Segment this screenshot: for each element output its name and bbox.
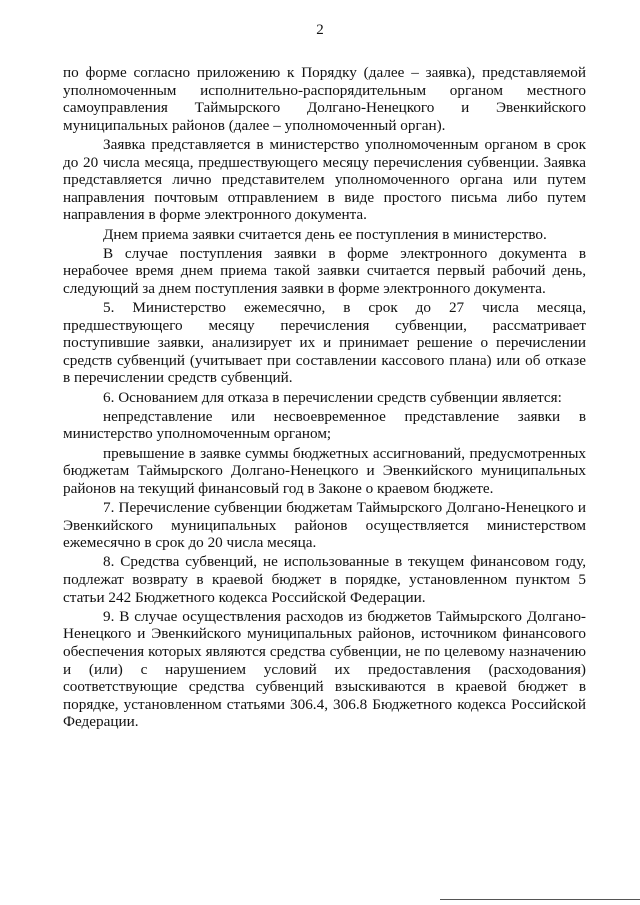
paragraph-item-7: 7. Перечисление субвенции бюджетам Таймырского Долгано-Ненецкого и Эвенкийского муниципальных районов осуществляется министерством ежемесячно в срок до 20 числа месяца.: [63, 499, 586, 552]
paragraph-refusal-reason-2: превышение в заявке суммы бюджетных ассигнований, предусмотренных бюджетам Таймырского Долгано-Ненецкого и Эвенкийского муниципальных районов на текущий финансовый год в Законе о краевом бюджете.: [63, 444, 586, 497]
document-body: [63, 64, 586, 731]
paragraph-refusal-reason-1: непредставление или несвоевременное представление заявки в министерство уполномоченным органом;: [63, 407, 586, 443]
paragraph-item-5: 5. Министерство ежемесячно, в срок до 27 числа месяца, предшествующего месяцу перечисления субвенции, рассматривает поступившие заявки, анализирует их и принимает решение о перечислении средств субвенций (учитывает при составлении кассового плана) или об отказе в перечислении средств субвенций.: [63, 299, 586, 387]
page-number: 2: [316, 22, 324, 38]
paragraph-request-submission: Заявка представляется в министерство уполномоченным органом в срок до 20 числа месяца, предшествующего месяцу перечисления субвенции. Заявка представляется лично представителем уполномоченного органа или путем направления почтовым отправлением в виде простого письма либо путем направления в форме электронного документа.: [63, 135, 586, 224]
footer-rule: [440, 899, 640, 900]
paragraph-request-form: по форме согласно приложению к Порядку (далее – заявка), представляемой уполномоченным исполнительно-распорядительным органом местного самоуправления Таймырского Долгано-Ненецкого и Эвенкийского муниципальных районов (далее – уполномоченный орган).: [63, 64, 586, 134]
paragraph-electronic-request: В случае поступления заявки в форме электронного документа в нерабочее время днем приема такой заявки считается первый рабочий день, следующий за днем поступления заявки в форме электронного документа.: [63, 244, 586, 297]
paragraph-item-6: 6. Основанием для отказа в перечислении средств субвенции является:: [103, 388, 562, 406]
paragraph-item-9: 9. В случае осуществления расходов из бюджетов Таймырского Долгано-Ненецкого и Эвенкийского муниципальных районов, источником финансового обеспечения которых являются средства субвенции, не по целевому назначению и (или) с нарушением условий их предоставления (расходования) соответствующие средства субвенций взыскиваются в краевой бюджет в порядке, установленном статьями 306.4, 306.8 Бюджетного кодекса Российской Федерации.: [63, 607, 586, 731]
paragraph-item-8: 8. Средства субвенций, не использованные в текущем финансовом году, подлежат возврату в краевой бюджет в порядке, установленном пунктом 5 статьи 242 Бюджетного кодекса Российской Федерации.: [63, 553, 586, 606]
paragraph-acceptance-day: Днем приема заявки считается день ее поступления в министерство.: [103, 225, 547, 243]
